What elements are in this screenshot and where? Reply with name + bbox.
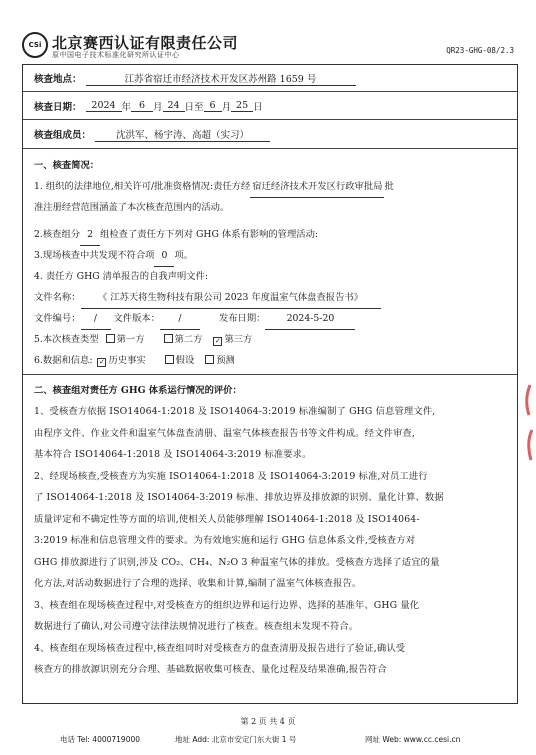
date-day2-unit: 日	[253, 101, 263, 113]
location-label: 核查地点：	[34, 74, 82, 85]
location-row	[23, 65, 517, 92]
date-row	[23, 92, 517, 120]
third-party-label: 第三方	[224, 334, 253, 345]
checkbox-forecast[interactable]	[205, 355, 214, 364]
file-version-label: 文件版本：	[113, 313, 160, 324]
section2-title: 二、核查组对责任方 GHG 体系运行情况的评价：	[34, 385, 242, 396]
verification-form	[22, 64, 518, 704]
checkbox-assumption[interactable]	[165, 355, 174, 364]
footer-address: 地址 Add: 北京市安定门东大街 1 号	[175, 735, 297, 744]
overview-item-1	[34, 176, 506, 197]
date-month: 6	[131, 100, 153, 112]
evaluation-line: 2、经现场核查,受核查方为实施 ISO14064-1:2018 及 ISO14064-3:2019 标准,对员工进行	[34, 470, 428, 482]
document-code: QR23-GHG-08/2.3	[446, 46, 514, 55]
item3-text-b: 项。	[174, 250, 194, 261]
item1-authority: 宿迁经济技术开发区行政审批局	[250, 176, 384, 198]
evaluation-line: 核查方的排放源识别充分合理、基础数据收集可核查、量化过程及结果准确,报告符合	[34, 664, 387, 675]
file-name-value: 《 江苏天将生物科技有限公司 2023 年度温室气体盘查报告书》	[81, 287, 381, 309]
evaluation-line: 4、核查组在现场核查过程中,核查组同时对受核查方的盘查清册及报告进行了验证,确认受	[34, 642, 406, 654]
assumption-label: 假设	[175, 355, 195, 366]
evaluation-line: 了 ISO14064-1:2018 及 ISO14064-3:2019 标准、排放边界及排放源的识别、量化计算、数据	[34, 492, 444, 503]
date-year: 2024	[86, 100, 122, 112]
file-name-label: 文件名称：	[34, 292, 81, 303]
footer-phone: 电话 Tel: 4000719000	[60, 735, 141, 744]
file-name-line	[34, 287, 506, 308]
footer-website[interactable]: 网址 Web: www.cc.cesi.cn	[365, 735, 461, 744]
date-label: 核查日期：	[34, 101, 82, 113]
company-name: 北京赛西认证有限责任公司	[52, 34, 239, 52]
date-year-unit: 年	[121, 101, 132, 113]
team-value: 沈洪军、杨宇涛、高超（实习）	[95, 127, 270, 142]
overview-item-3	[34, 245, 506, 266]
company-logo	[22, 32, 48, 58]
evaluation-line: GHG 排放源进行了识别,涉及 CO₂、CH₄、N₂O 3 种温室气体的排放。受核查方选择了适宜的量	[34, 556, 440, 568]
section1-title: 一、核查简况：	[34, 160, 100, 171]
forecast-label: 预测	[216, 355, 235, 366]
evaluation-line: 数据进行了确认,对公司遵守法律法规情况进行了核查。核查组未发现不符合。	[34, 621, 359, 632]
file-date-value: 2024-5-20	[265, 308, 355, 330]
historical-label: 历史事实	[108, 355, 146, 366]
item2-group-count: 2	[80, 224, 100, 246]
second-party-label: 第二方	[174, 334, 203, 345]
file-meta-line	[34, 308, 506, 329]
verification-type-label: 5.本次核查类型	[34, 334, 99, 345]
checkbox-second-party[interactable]	[164, 334, 173, 343]
date-day: 24	[163, 100, 185, 112]
checkbox-historical-checked[interactable]: ✓	[99, 358, 105, 366]
company-subtitle: 原中国电子技术标准化研究所认证中心	[52, 51, 180, 59]
team-row	[23, 120, 517, 149]
overview-item-4: 4. 责任方 GHG 清单报告的自我声明文件:	[34, 271, 208, 282]
evaluation-line: 化方法,对活动数据进行了合理的选择、收集和计算,编制了温室气体核查报告。	[34, 578, 362, 589]
location-value: 江苏省宿迁市经济技术开发区苏州路 1659 号	[86, 71, 356, 86]
first-party-label: 第一方	[116, 334, 145, 345]
checkbox-first-party[interactable]	[106, 334, 115, 343]
letterhead	[22, 32, 516, 64]
item2-text: 2.核查组分	[34, 229, 81, 240]
evaluation-line: 3:2019 标准和信息管理文件的要求。为有效地实施和运行 GHG 信息体系文件,受核查方对	[34, 535, 416, 546]
evaluation-line: 基本符合 ISO14064-1:2018 及 ISO14064-3:2019 标准要求。	[34, 449, 312, 460]
evaluation-line: 1、受核查方依据 ISO14064-1:2018 及 ISO14064-3:2019 标准编制了 GHG 信息管理文件,	[34, 406, 436, 417]
evaluation-line: 质量评定和不确定性等方面的培训,使相关人员能够理解 ISO14064-1:2018 及 ISO14064-	[34, 513, 420, 525]
file-number-label: 文件编号：	[34, 313, 81, 324]
item2-text-b: 组检查了责任方下列对 GHG 体系有影响的管理活动:	[100, 229, 319, 240]
checkbox-third-party-checked[interactable]: ✓	[214, 337, 221, 345]
overview-item-1-cont: 准注册经营范围涵盖了本次核查范围内的活动。	[34, 202, 230, 213]
team-label: 核查组成员：	[34, 130, 92, 141]
section-evaluation	[23, 375, 517, 681]
data-info-line	[34, 350, 506, 371]
section-overview	[23, 149, 517, 375]
date-day2: 25	[231, 100, 253, 112]
file-version-value: /	[160, 308, 200, 330]
date-month2-unit: 月	[221, 101, 232, 113]
item3-nc-count: 0	[154, 245, 174, 267]
item1-text-b: 批	[384, 181, 394, 192]
date-month2: 6	[204, 100, 222, 112]
file-date-label: 发布日期：	[218, 313, 266, 324]
logo-text: CSi	[28, 41, 42, 49]
seal-stamp-edge	[520, 380, 536, 470]
date-month-unit: 月	[153, 101, 163, 113]
file-number-value: /	[81, 308, 111, 330]
data-info-label: 6.数据和信息:	[34, 355, 93, 366]
evaluation-line: 3、核查组在现场核查过程中,对受核查方的组织边界和运行边界、选择的基准年、GHG 量化	[34, 599, 420, 611]
verification-type-line	[34, 329, 506, 350]
date-day-unit: 日至	[184, 101, 204, 113]
evaluation-line: 由程序文件、作业文件和温室气体盘查清册、温室气体核查报告书等文件构成。经文件审查,	[34, 427, 415, 439]
item3-text: 3.现场核查中共发现不符合项	[34, 250, 155, 261]
page-number: 第 2 页 共 4 页	[240, 717, 296, 726]
overview-item-2	[34, 224, 506, 245]
item1-text: 1. 组织的法律地位,相关许可/批准资格情况:责任方经	[34, 181, 251, 192]
